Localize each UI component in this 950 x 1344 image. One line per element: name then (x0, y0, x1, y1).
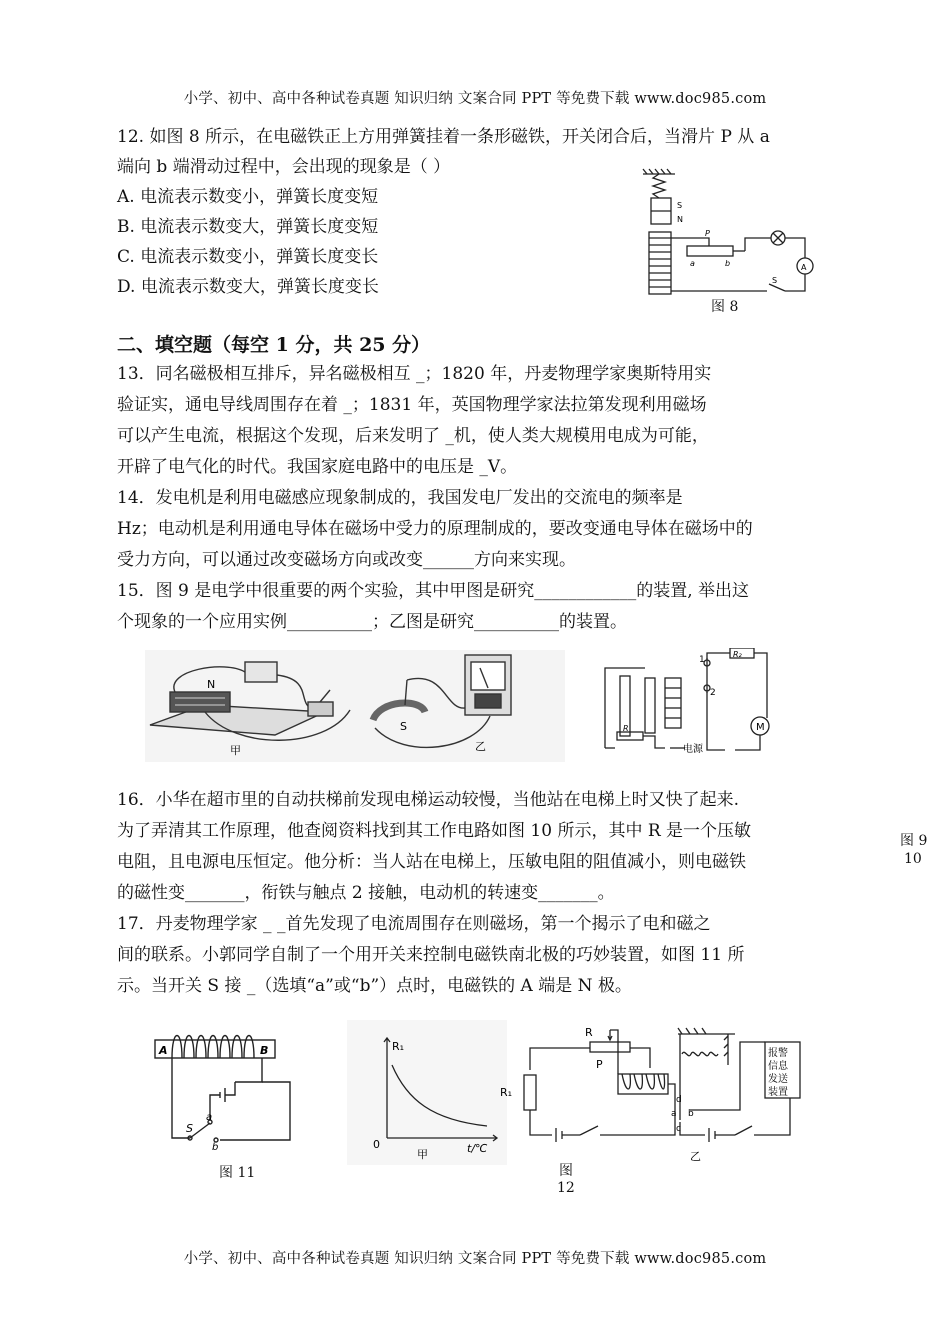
q13-line-2: 验证实，通电导线周围存在着 _；1831 年，英国物理学家法拉第发现利用磁场 (117, 395, 707, 415)
q12-stem-line-1: 12. 如图 8 所示，在电磁铁正上方用弹簧挂着一条形磁铁，开关闭合后，当滑片 P 从 a (117, 127, 770, 147)
q16-line-2: 为了弄清其工作原理，他查阅资料找到其工作电路如图 10 所示，其中 R 是一个压敏 (117, 821, 752, 841)
section-2-title: 二、填空题（每空 1 分，共 25 分） (117, 334, 431, 356)
q16-line-3: 电阻，且电源电压恒定。他分析：当人站在电梯上，压敏电阻的阻值减小，则电磁铁 (117, 852, 746, 872)
fig12-label-d: d (676, 1095, 682, 1105)
fig8-label-p: P (705, 229, 710, 238)
fig9-label-s: S (400, 720, 407, 733)
fig12-label-a: a (671, 1109, 677, 1119)
fig8-label-n: N (677, 215, 683, 224)
figure-11-caption: 图 11 (219, 1165, 256, 1181)
fig12-graph-name: 甲 (417, 1148, 428, 1161)
fig10-label-2: 2 (710, 688, 716, 698)
q13-line-4: 开辟了电气化的时代。我国家庭电路中的电压是 _V。 (117, 457, 518, 477)
fig10-label-1: 1 (699, 655, 705, 665)
figure-9-experiments (145, 650, 565, 762)
q13-line-3: 可以产生电流，根据这个发现，后来发明了 _机，使人类大规模用电成为可能， (117, 426, 709, 446)
fig12-label-c: c (676, 1124, 681, 1134)
fig8-label-switch: S (772, 276, 778, 285)
q14-line-1: 14．发电机是利用电磁感应现象制成的，我国发电厂发出的交流电的频率是 (117, 488, 683, 508)
fig12-device-line-4: 装置 (768, 1087, 788, 1098)
q16-line-4: 的磁性变_______，衔铁与触点 2 接触，电动机的转速变_______。 (117, 883, 615, 903)
fig12-label-b: b (688, 1109, 694, 1119)
fig11-label-b-end: B (260, 1044, 269, 1057)
q14-line-3: 受力方向，可以通过改变磁场方向或改变______方向来实现。 (117, 550, 576, 570)
fig8-label-s: S (677, 201, 683, 210)
fig11-label-b: b (212, 1142, 219, 1150)
fig9-label-n: N (207, 678, 216, 691)
side-label-line-2: 10 (904, 851, 922, 867)
page-header: 小学、初中、高中各种试卷真题 知识归纳 文案合同 PPT 等免费下载 www.doc985.com (183, 91, 767, 107)
q12-option-c: C. 电流表示数变小，弹簧长度变长 (117, 247, 379, 267)
fig9-label-yi: 乙 (475, 740, 486, 753)
fig8-label-a: a (690, 259, 695, 268)
figure-12-caption-2: 12 (557, 1180, 575, 1196)
q17-line-2: 间的联系。小郭同学自制了一个用开关来控制电磁铁南北极的巧妙装置，如图 11 所 (117, 945, 745, 965)
figure-11-electromagnet (150, 1020, 320, 1150)
fig12-graph-ylabel: R₁ (392, 1040, 405, 1053)
fig10-label-power: 电源 (683, 744, 703, 755)
figure-8-caption: 图 8 (711, 299, 739, 315)
figure-10-relay-circuit (595, 648, 775, 758)
figure-12-caption-1: 图 (559, 1163, 573, 1179)
q12-option-d: D. 电流表示数变大，弹簧长度变长 (117, 277, 379, 297)
figure-12-circuit (500, 1020, 820, 1170)
q15-line-2: 个现象的一个应用实例__________；乙图是研究__________的装置。 (117, 612, 627, 632)
fig10-label-r: R (623, 724, 629, 733)
figure-12-graph (347, 1020, 507, 1165)
fig10-motor-label: M (756, 722, 765, 733)
page-footer: 小学、初中、高中各种试卷真题 知识归纳 文案合同 PPT 等免费下载 www.doc985.com (183, 1251, 767, 1267)
fig10-label-r2: R₂ (733, 650, 742, 659)
q12-option-b: B. 电流表示数变大，弹簧长度变短 (117, 217, 379, 237)
q16-line-1: 16．小华在超市里的自动扶梯前发现电梯运动较慢，当他站在电梯上时又快了起来. (117, 790, 740, 810)
fig12-device-line-1: 报警 (768, 1048, 788, 1059)
fig12-circuit-name: 乙 (690, 1150, 701, 1163)
fig12-graph-xlabel: t/℃ (467, 1142, 488, 1155)
fig11-label-a-end: A (159, 1044, 168, 1057)
fig12-device-line-3: 发送 (768, 1074, 788, 1085)
fig12-graph-origin: 0 (373, 1138, 380, 1151)
q14-line-2: Hz；电动机是利用通电导体在磁场中受力的原理制成的，要改变通电导体在磁场中的 (117, 519, 753, 539)
q12-option-a: A. 电流表示数变小，弹簧长度变短 (117, 187, 379, 207)
q17-line-1: 17．丹麦物理学家 _ _首先发现了电流周围存在则磁场，第一个揭示了电和磁之 (117, 914, 711, 934)
fig12-label-r: R (585, 1026, 593, 1039)
q13-line-1: 13．同名磁极相互排斥，异名磁极相互 _；1820 年，丹麦物理学家奥斯特用实 (117, 364, 712, 384)
fig11-label-s: S (186, 1122, 193, 1135)
q15-line-1: 15．图 9 是电学中很重要的两个实验，其中甲图是研究____________的装置, 举出这 (117, 581, 750, 601)
fig8-ammeter-label: A (801, 263, 807, 272)
q17-line-3: 示。当开关 S 接 _（选填“a”或“b”）点时，电磁铁的 A 端是 N 极。 (117, 976, 632, 996)
side-label-line-1: 图 9 (900, 833, 928, 849)
fig12-device-line-2: 信息 (768, 1061, 788, 1072)
fig12-label-p: P (596, 1058, 603, 1071)
fig11-label-a: a (206, 1112, 213, 1123)
fig8-label-b: b (725, 259, 731, 268)
fig9-label-jia: 甲 (230, 744, 241, 757)
figure-8-circuit (635, 166, 825, 316)
fig12-label-r1: R₁ (500, 1086, 513, 1099)
q12-stem-line-2: 端向 b 端滑动过程中，会出现的现象是（ ） (117, 157, 451, 177)
